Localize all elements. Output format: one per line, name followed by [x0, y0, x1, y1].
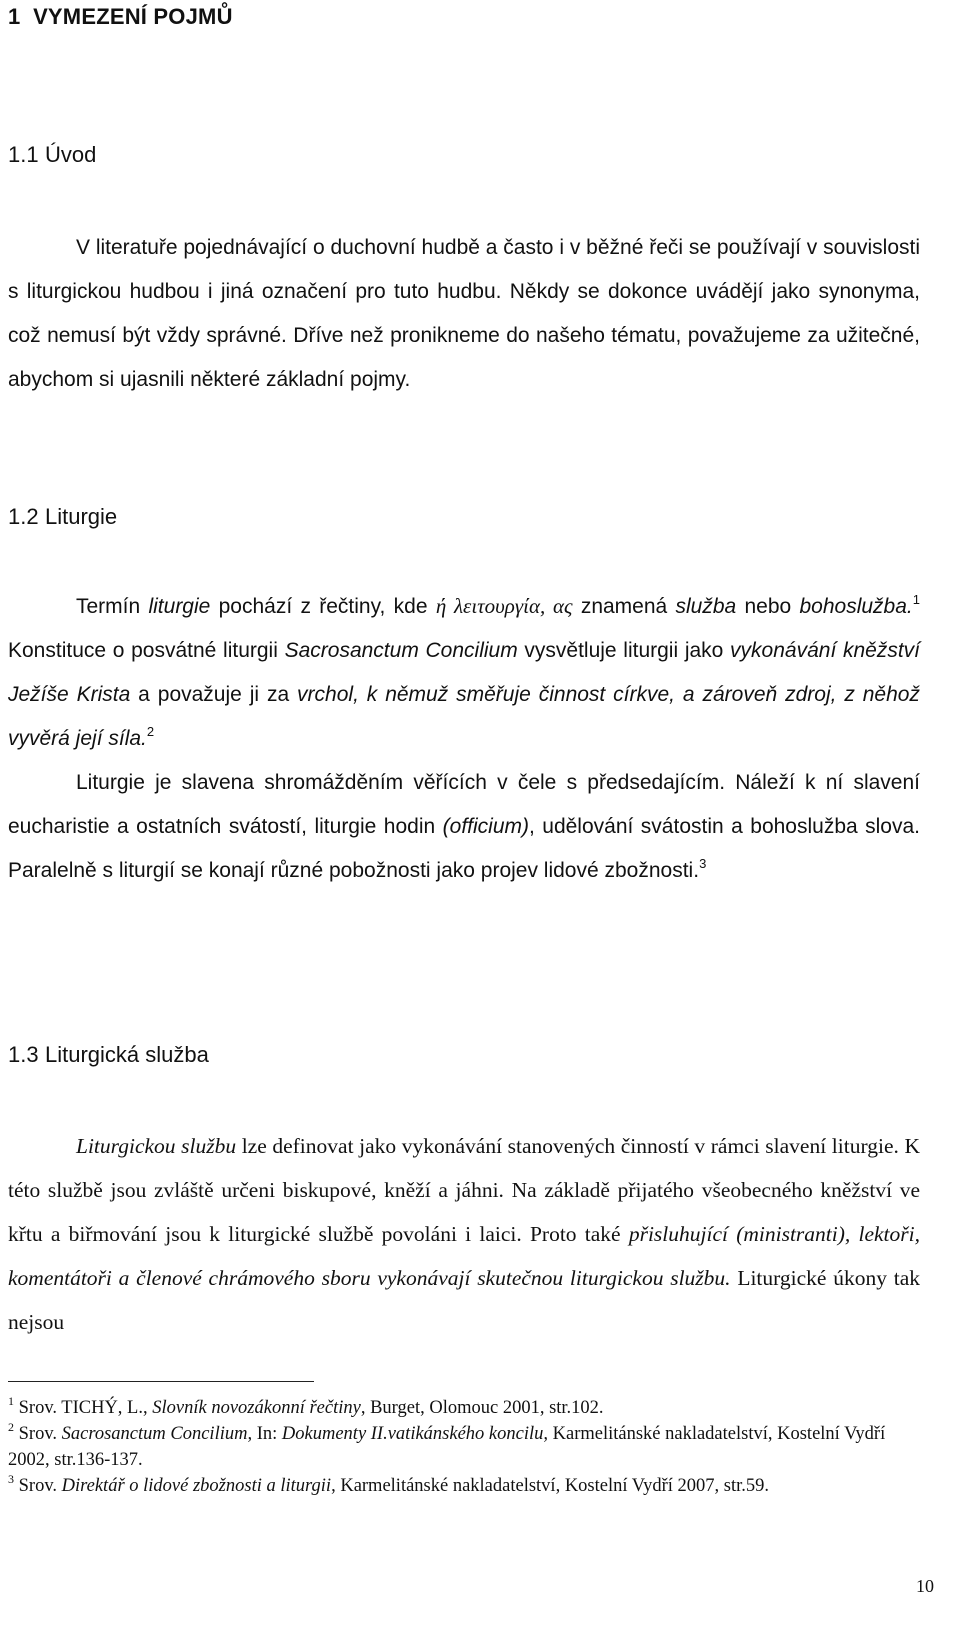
section-number: 1.2 — [8, 504, 39, 529]
italic-title: Slovník novozákonní řečtiny — [152, 1398, 361, 1418]
text-run: , udělování svátostin a bohoslužba slova. Paralelně s liturgií se konají různé pobožnosti jako projev lidové zbožnosti. — [8, 815, 920, 882]
text-run: Srov. TICHÝ, L., — [18, 1398, 153, 1418]
text-run: pochází z řečtiny, kde — [210, 595, 436, 618]
italic-term: Liturgickou službu — [76, 1134, 237, 1158]
greek-term: ή λειτουργία, ας — [435, 594, 573, 618]
paragraph-liturgie-2 — [8, 761, 920, 893]
text-run: Liturgie je slavena shromážděním věřících v čele s předsedajícím. — [76, 771, 736, 794]
text-run: Termín — [76, 595, 149, 618]
section-title: Liturgie — [45, 504, 118, 529]
section-title: Liturgická služba — [45, 1042, 209, 1067]
section-heading-liturgicka-sluzba — [8, 1042, 209, 1068]
text-run: a považuje ji za — [130, 683, 298, 706]
footnote-3 — [8, 1473, 920, 1499]
text-run: , Burget, Olomouc 2001, str.102. — [360, 1398, 604, 1418]
text-run: lze definovat jako vykonávání stanovených činností v rámci slavení liturgie. K této službě jsou zvláště určeni biskupové, kněží a jáhni. Na základě přijatého všeobecného kněžství ve křtu a biřmování jsou k liturgické službě povoláni i laici. Proto také — [8, 1134, 920, 1246]
footnote-ref-3[interactable]: 3 — [699, 856, 707, 871]
text-run: Náleží k ní slavení eucharistie a ostatních svátostí, liturgie hodin — [8, 771, 920, 838]
text-run: nebo — [736, 595, 800, 618]
paragraph-liturgie-1 — [8, 584, 920, 761]
italic-term: vykonávání kněžství Ježíše Krista — [8, 639, 920, 706]
italic-phrase: přisluhující (ministranti), lektoři, komentátoři a členové chrámového sboru vykonávají skutečnou liturgickou službu. — [8, 1222, 921, 1290]
footnote-1 — [8, 1395, 920, 1421]
footnote-marker: 2 — [8, 1420, 14, 1434]
footnote-2 — [8, 1421, 920, 1473]
section-number: 1.3 — [8, 1042, 39, 1067]
footnotes — [8, 1395, 920, 1499]
text-run: Karmelitánské nakladatelství, Kostelní Vydří 2002, str.136-137. — [8, 1424, 886, 1470]
section-heading-uvod — [8, 142, 96, 168]
paragraph-liturgicka-sluzba — [8, 1124, 920, 1344]
italic-term: služba — [675, 595, 737, 618]
italic-title: Sacrosanctum Concilium, — [61, 1424, 253, 1444]
text-run: In: — [252, 1424, 282, 1444]
italic-term: (officium) — [442, 815, 529, 838]
paragraph-uvod — [8, 226, 920, 402]
footnote-marker: 1 — [8, 1394, 14, 1408]
text-run: , Karmelitánské nakladatelství, Kostelní Vydří 2007, str.59. — [331, 1476, 770, 1496]
italic-term: Sacrosanctum Concilium — [284, 639, 518, 662]
section-heading-liturgie — [8, 504, 117, 530]
text-run: V literatuře pojednávající o duchovní hudbě a často i v běžné řeči se používají v souvislosti s liturgickou hudbou i jiná označení pro tuto hudbu. Někdy se dokonce uvádějí jako synonyma, což nemusí být vždy správné. Dříve než pronikneme do našeho tématu, považujeme za užitečné, abychom si ujasnili některé základní pojmy. — [8, 236, 920, 391]
italic-title: Direktář o lidové zbožnosti a liturgii — [61, 1476, 332, 1496]
section-title: Úvod — [45, 142, 97, 167]
text-run: Srov. — [18, 1476, 62, 1496]
italic-quote: vrchol, k němuž směřuje činnost církve, a zároveň zdroj, z něhož vyvěrá její síla. — [8, 683, 920, 750]
italic-term: liturgie — [148, 595, 211, 618]
footnote-ref-2[interactable]: 2 — [146, 724, 155, 739]
text-run: Srov. — [18, 1424, 62, 1444]
chapter-heading — [8, 4, 233, 30]
italic-term: bohoslužba. — [799, 595, 913, 618]
text-run: vysvětluje liturgii jako — [517, 639, 731, 662]
footnote-marker: 3 — [8, 1472, 14, 1486]
section-number: 1.1 — [8, 142, 39, 167]
chapter-title: VYMEZENÍ POJMŮ — [33, 4, 233, 29]
text-run: znamená — [572, 595, 676, 618]
page-number: 10 — [916, 1576, 934, 1596]
footnote-ref-1[interactable]: 1 — [912, 592, 920, 607]
chapter-number: 1 — [8, 4, 21, 29]
text-run: Liturgické úkony tak nejsou — [8, 1266, 921, 1334]
italic-title: Dokumenty II.vatikánského koncilu, — [281, 1424, 548, 1444]
text-run: Konstituce o posvátné liturgii — [8, 639, 285, 662]
footnote-separator — [8, 1381, 314, 1382]
